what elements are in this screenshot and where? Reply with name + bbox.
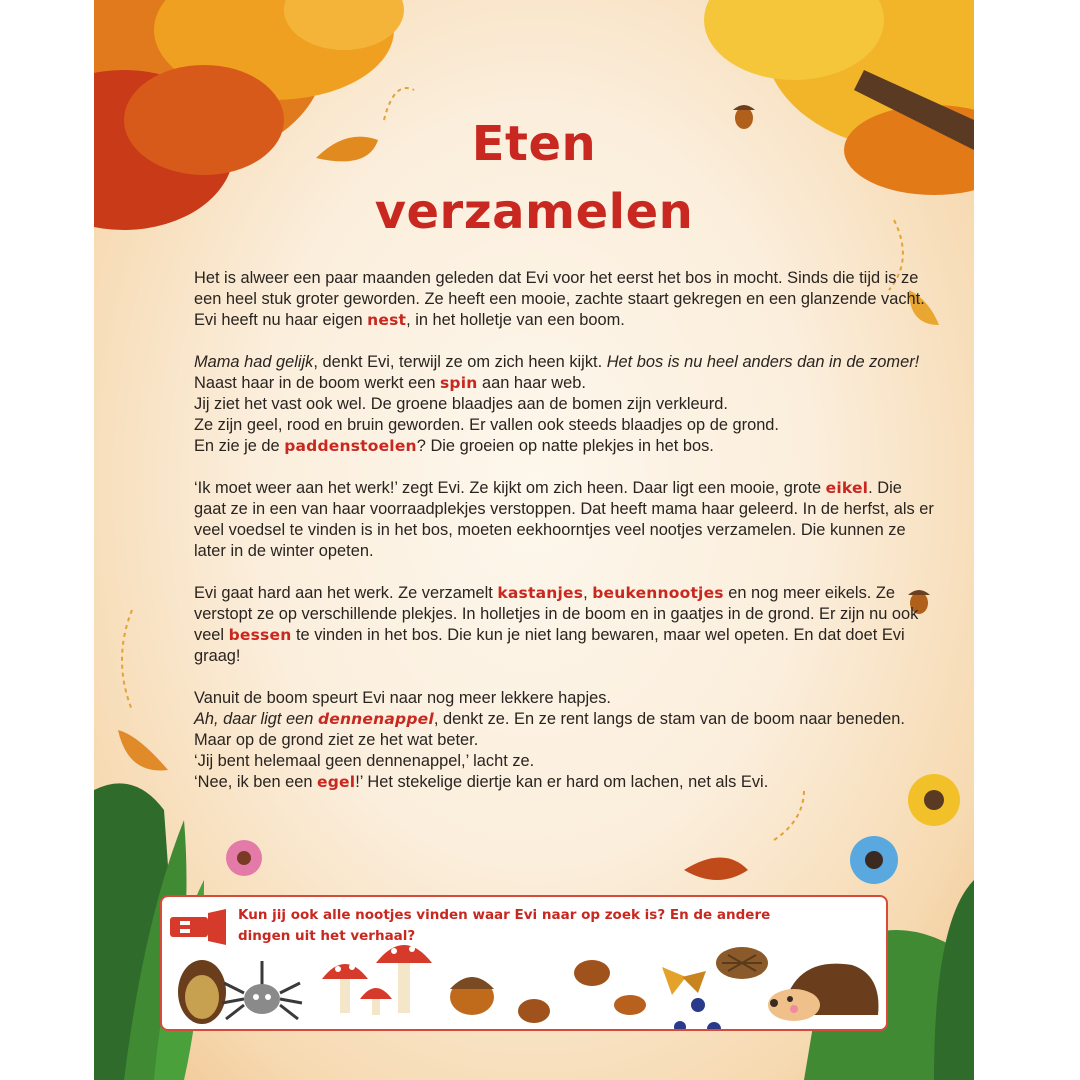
keyword-egel: egel [317,773,356,791]
mushrooms-icon [322,945,432,1015]
keyword-dennenappel: dennenappel [317,710,434,728]
hedgehog-icon [768,964,878,1021]
text-run: !’ Het stekelige diertje kan er hard om lachen, net als Evi. [355,773,769,791]
text-run: aan haar web. [477,374,586,392]
text-run: Het is alweer een paar maanden geleden dat Evi voor het eerst het bos in mocht. Sinds die tijd is ze een heel stuk groter geworden. Ze heeft een mooie, zachte staart gekregen en een glanzende vacht. Evi heeft nu haar eigen [194,269,925,329]
text-run: . Die gaat ze in een van haar voorraadplekjes verstoppen. Dat heeft mama haar geleerd. In de herfst, als er veel voedsel te vinden is in het bos, moeten eekhoorntjes veel nootjes verzamelen. Die kunnen ze later in de winter opeten. [194,479,934,560]
beechnut-icon [662,967,706,995]
italic-thought: Ah, daar ligt een [194,710,318,728]
text-run: Naast haar in de boom werkt een [194,374,440,392]
acorn-icon [450,977,494,1015]
text-run: ‘Nee, ik ben een [194,773,318,791]
text-run: , denkt ze. En ze rent langs de stam van de boom naar beneden. Maar op de grond ziet ze het wat beter. [194,710,905,749]
text-run: Jij ziet het vast ook wel. De groene blaadjes aan de bomen zijn verkleurd. [194,395,728,413]
text-run: , denkt Evi, terwijl ze om zich heen kijkt. [313,353,607,371]
chestnut-icon [518,960,646,1023]
paragraph-2 [194,352,934,457]
keyword-kastanjes: kastanjes [497,584,584,602]
keyword-nest: nest [367,311,407,329]
page-title-line-1: Eten [471,116,597,172]
page-title-line-2: verzamelen [374,184,694,240]
text-run: te vinden in het bos. Die kun je niet lang bewaren, maar wel opeten. En dat doet Evi graag! [194,626,905,665]
keyword-paddenstoelen: paddenstoelen [284,437,417,455]
paragraph-3 [194,478,934,562]
text-run: Evi gaat hard aan het werk. Ze verzamelt [194,584,498,602]
task-question: Kun jij ook alle nootjes vinden waar Evi naar op zoek is? En de andere dingen uit het verhaal? [238,907,771,944]
spider-icon [222,961,302,1019]
search-task-box [160,895,888,1031]
leaf-icon [684,858,748,881]
paragraph-4 [194,583,934,667]
paragraph-5 [194,688,934,793]
text-run: ‘Ik moet weer aan het werk!’ zegt Evi. Ze kijkt om zich heen. Daar ligt een mooie, grote [194,479,826,497]
berries-icon [674,998,721,1029]
text-run: Vanuit de boom speurt Evi naar nog meer lekkere hapjes. [194,689,611,707]
story-text [194,268,934,814]
italic-thought: Mama had gelijk [194,353,314,371]
text-run: En zie je de [194,437,285,455]
text-run: , in het holletje van een boom. [406,311,625,329]
paragraph-1 [194,268,934,331]
nest-icon [178,960,226,1024]
keyword-beukennootjes: beukennootjes [592,584,724,602]
leaf-icon [118,730,168,771]
text-run: Ze zijn geel, rood en bruin geworden. Er vallen ook steeds blaadjes op de grond. [194,416,779,434]
keyword-bessen: bessen [228,626,292,644]
keyword-eikel: eikel [825,479,869,497]
text-run: ? Die groeien op natte plekjes in het bos. [416,437,714,455]
italic-thought: Het bos is nu heel anders dan in de zomer! [606,353,920,371]
text-run: ‘Jij bent helemaal geen dennenappel,’ lacht ze. [194,752,535,770]
keyword-spin: spin [440,374,478,392]
book-page [94,0,974,1080]
text-run: , [583,584,593,602]
find-items-row [162,897,886,1029]
pinecone-icon [716,947,768,979]
text-run: en nog meer eikels. Ze verstopt ze op verschillende plekjes. In holletjes in de boom en in gaatjes in de grond. Er zijn nu ook veel [194,584,919,644]
